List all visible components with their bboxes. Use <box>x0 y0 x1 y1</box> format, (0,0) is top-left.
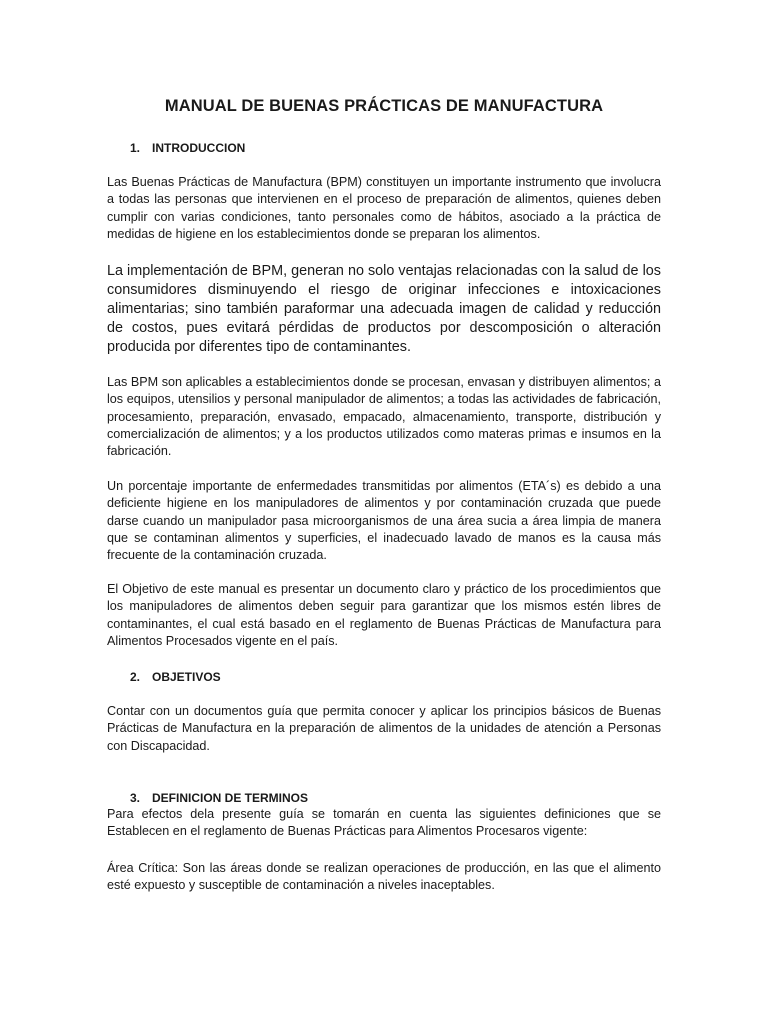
paragraph-eta: Un porcentaje importante de enfermedades transmitidas por alimentos (ETA´s) es debido a una deficiente higiene en los manipuladores de alimentos y por contaminación cruzada que puede darse cuando un manipulador pasa microorganismos de una área sucia a área limpia de manera que se contaminan alimentos y superficies, el inadecuado lavado de manos es la causa más frecuente de la contaminación cruzada. <box>107 479 661 563</box>
paragraph-objetivos: Contar con un documentos guía que permita conocer y aplicar los principios básicos de Buenas Prácticas de Manufactura en la preparación de alimentos de la unidades de atención a Personas con Discapacidad. <box>107 704 661 753</box>
section-heading-definicion <box>130 791 308 805</box>
section-title: DEFINICION DE TERMINOS <box>152 791 309 805</box>
paragraph-bpm-definition: Las Buenas Prácticas de Manufactura (BPM) constituyen un importante instrumento que involucra a todas las personas que intervienen en el proceso de preparación de alimentos, quienes deben cumplir con varias condiciones, tanto personales como de hábitos, asociado a la práctica de medidas de higiene en los establecimientos donde se preparan los alimentos. <box>107 175 661 241</box>
section-title: OBJETIVOS <box>152 670 221 684</box>
section-number: 1. <box>130 141 141 155</box>
document-title: MANUAL DE BUENAS PRÁCTICAS DE MANUFACTURA <box>164 97 604 115</box>
section-heading-introduccion <box>130 141 245 155</box>
paragraph-bpm-implementation: La implementación de BPM, generan no solo ventajas relacionadas con la salud de los consumidores disminuyendo el riesgo de originar infecciones e intoxicaciones alimentarias; sino también paraformar una adecuada imagen de calidad y reducción de costos, pues evitará pérdidas de productos por descomposición o alteración producida por diferentes tipo de contaminantes. <box>107 263 661 355</box>
paragraph-bpm-scope: Las BPM son aplicables a establecimientos donde se procesan, envasan y distribuyen alimentos; a los equipos, utensilios y personal manipulador de alimentos; a todas las actividades de fabricación, procesamiento, preparación, envasado, empacado, almacenamiento, transporte, distribución y comercialización de alimentos; y a los productos utilizados como materas primas e insumos en la fabricación. <box>107 375 661 459</box>
paragraph-definitions-intro: Para efectos dela presente guía se tomarán en cuenta las siguientes definiciones que se Establecen en el reglamento de Buenas Prácticas para Alimentos Procesaros vigente: <box>107 807 661 839</box>
section-heading-objetivos <box>130 670 221 684</box>
section-number: 2. <box>130 670 141 684</box>
section-number: 3. <box>130 791 141 805</box>
paragraph-manual-objective: El Objetivo de este manual es presentar un documento claro y práctico de los procedimientos que los manipuladores de alimentos deben seguir para garantizar que los mismos estén libres de contaminantes, el cual está basado en el reglamento de Buenas Prácticas de Manufactura para Alimentos Procesados vigente en el país. <box>107 582 661 648</box>
paragraph-area-critica: Área Crítica: Son las áreas donde se realizan operaciones de producción, en las que el alimento esté expuesto y susceptible de contaminación a niveles inaceptables. <box>107 861 661 893</box>
section-title: INTRODUCCION <box>152 141 246 155</box>
